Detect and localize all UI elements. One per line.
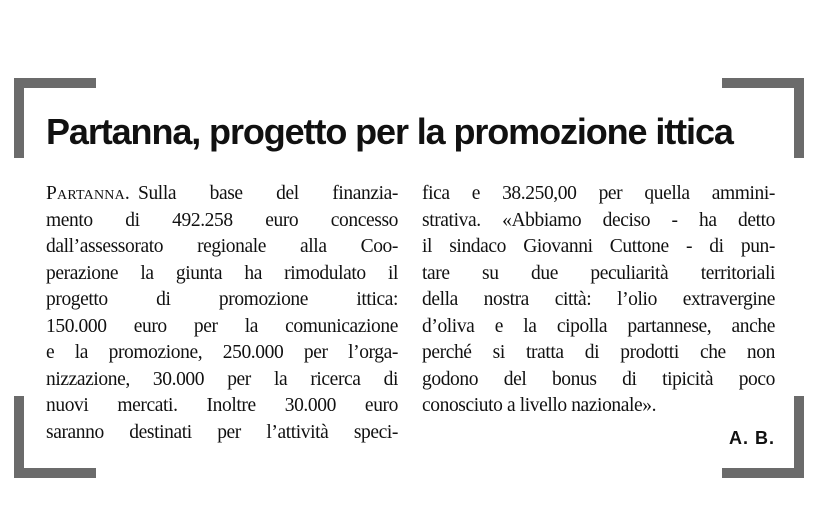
article-line: mento di 492.258 euro concesso [46,209,398,231]
article-line: dall’assessorato regionale alla Coo- [46,236,398,257]
article-line: perazione la giunta ha rimodulato il [46,262,398,284]
article-line: fica e 38.250,00 per quella ammini- [422,183,775,204]
article-line: saranno destinati per l’attività speci- [46,421,398,443]
article-line: perché si tratta di prodotti che non [422,342,775,363]
article-line: 150.000 euro per la comunicazione [46,315,398,337]
article-line: tare su due peculiarità territoriali [422,262,775,284]
article-line: della nostra città: l’olio extravergine [422,289,775,310]
article-line: nizzazione, 30.000 per la ricerca di [46,368,398,390]
article-headline: Partanna, progetto per la promozione ittica [46,111,733,152]
article-column-left [46,181,398,446]
article-line: e la promozione, 250.000 per l’orga- [46,342,398,363]
article-line: progetto di promozione ittica: [46,289,398,310]
article-signature: A. B. [728,428,775,448]
article-dateline: Partanna. [46,183,130,204]
article-line: nuovi mercati. Inoltre 30.000 euro [46,395,398,416]
article-line: strativa. «Abbiamo deciso - ha detto [422,209,775,231]
article-line: il sindaco Giovanni Cuttone - di pun- [422,236,775,257]
article-line [46,181,398,208]
article-column-right [422,181,775,420]
article-line: conosciuto a livello nazionale». [422,395,657,416]
article-line: d’oliva e la cipolla partannese, anche [422,315,775,337]
article-line: godono del bonus di tipicità poco [422,368,775,390]
article-line-text: Sulla base del finanzia- [138,183,398,204]
